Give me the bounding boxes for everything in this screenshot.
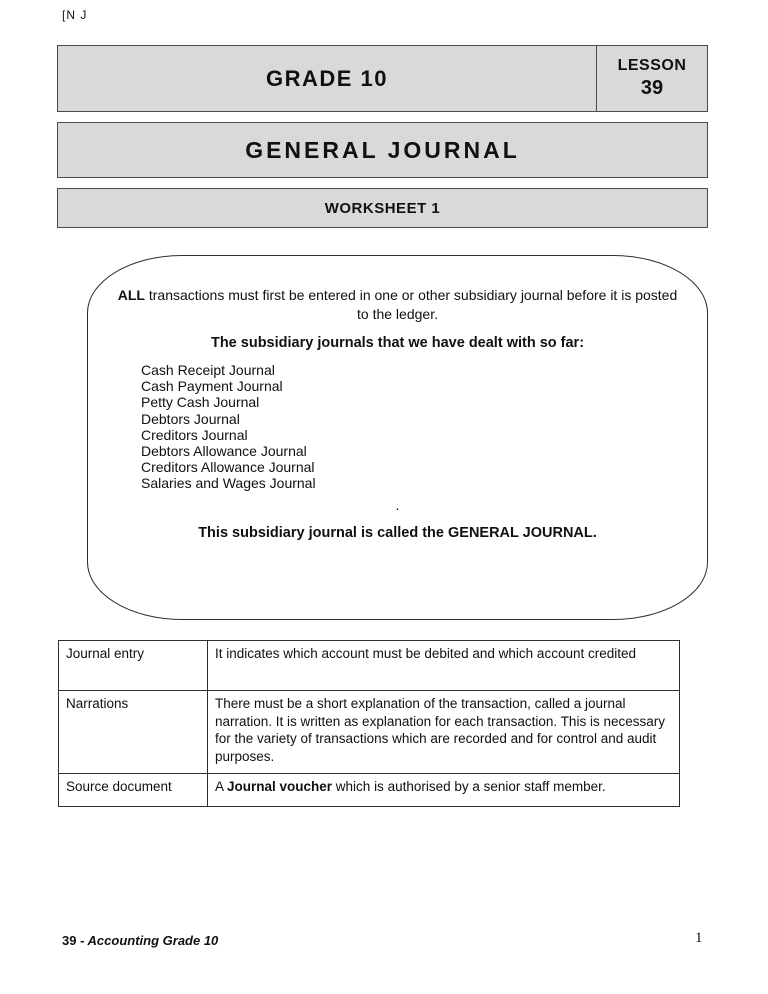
title-box xyxy=(57,122,708,178)
table-row xyxy=(59,641,680,691)
table-row xyxy=(59,774,680,807)
lesson-label: LESSON xyxy=(617,57,687,74)
definitions-table xyxy=(58,640,680,807)
journal-list xyxy=(141,362,679,492)
journal-list-item: Debtors Journal xyxy=(141,410,240,427)
intro-rest-text: transactions must first be entered in one or other subsidiary journal before it is posted to the ledger. xyxy=(144,287,678,322)
desc-suffix: which is authorised by a senior staff member. xyxy=(332,779,606,794)
bubble-subheading: The subsidiary journals that we have dealt with so far: xyxy=(210,335,585,351)
journal-list-item: Cash Payment Journal xyxy=(141,378,283,395)
bubble-intro xyxy=(118,286,678,324)
bubble-dot: . xyxy=(395,496,400,513)
footer-lesson-number: 39 xyxy=(62,933,81,948)
worksheet-title: WORKSHEET 1 xyxy=(324,199,441,217)
footer-subject: - Accounting Grade 10 xyxy=(80,933,219,948)
header-box xyxy=(57,45,708,112)
desc-prefix: A xyxy=(215,779,228,794)
info-bubble xyxy=(87,255,708,620)
footer-page-number: 1 xyxy=(695,930,703,946)
bubble-conclusion: This subsidiary journal is called the GENERAL JOURNAL. xyxy=(198,524,597,541)
journal-list-item: Creditors Journal xyxy=(141,426,248,443)
journal-list-item: Creditors Allowance Journal xyxy=(141,459,315,476)
journal-list-item: Petty Cash Journal xyxy=(141,394,260,411)
term-cell: Journal entry xyxy=(59,641,208,691)
desc-bold: Journal voucher xyxy=(227,779,333,794)
journal-list-item: Salaries and Wages Journal xyxy=(141,475,316,492)
corner-note: [N J xyxy=(62,8,88,22)
lesson-number: 39 xyxy=(640,77,664,99)
worksheet-box xyxy=(57,188,708,228)
page-title: GENERAL JOURNAL xyxy=(245,136,520,163)
term-cell: Source document xyxy=(59,774,208,807)
journal-list-item: Debtors Allowance Journal xyxy=(141,443,307,460)
intro-bold-word: ALL xyxy=(117,287,145,303)
grade-title: GRADE 10 xyxy=(265,65,389,91)
description-cell: It indicates which account must be debited and which account credited xyxy=(208,641,680,691)
table-row xyxy=(59,691,680,774)
term-cell: Narrations xyxy=(59,691,208,774)
description-cell: There must be a short explanation of the transaction, called a journal narration. It is written as explanation for each transaction. This is necessary for the variety of transactions which are recorded and for control and audit purposes. xyxy=(208,691,680,774)
journal-list-item: Cash Receipt Journal xyxy=(141,362,275,378)
footer-lesson-label xyxy=(62,933,218,948)
lesson-cell xyxy=(596,46,707,111)
description-cell xyxy=(208,774,680,807)
